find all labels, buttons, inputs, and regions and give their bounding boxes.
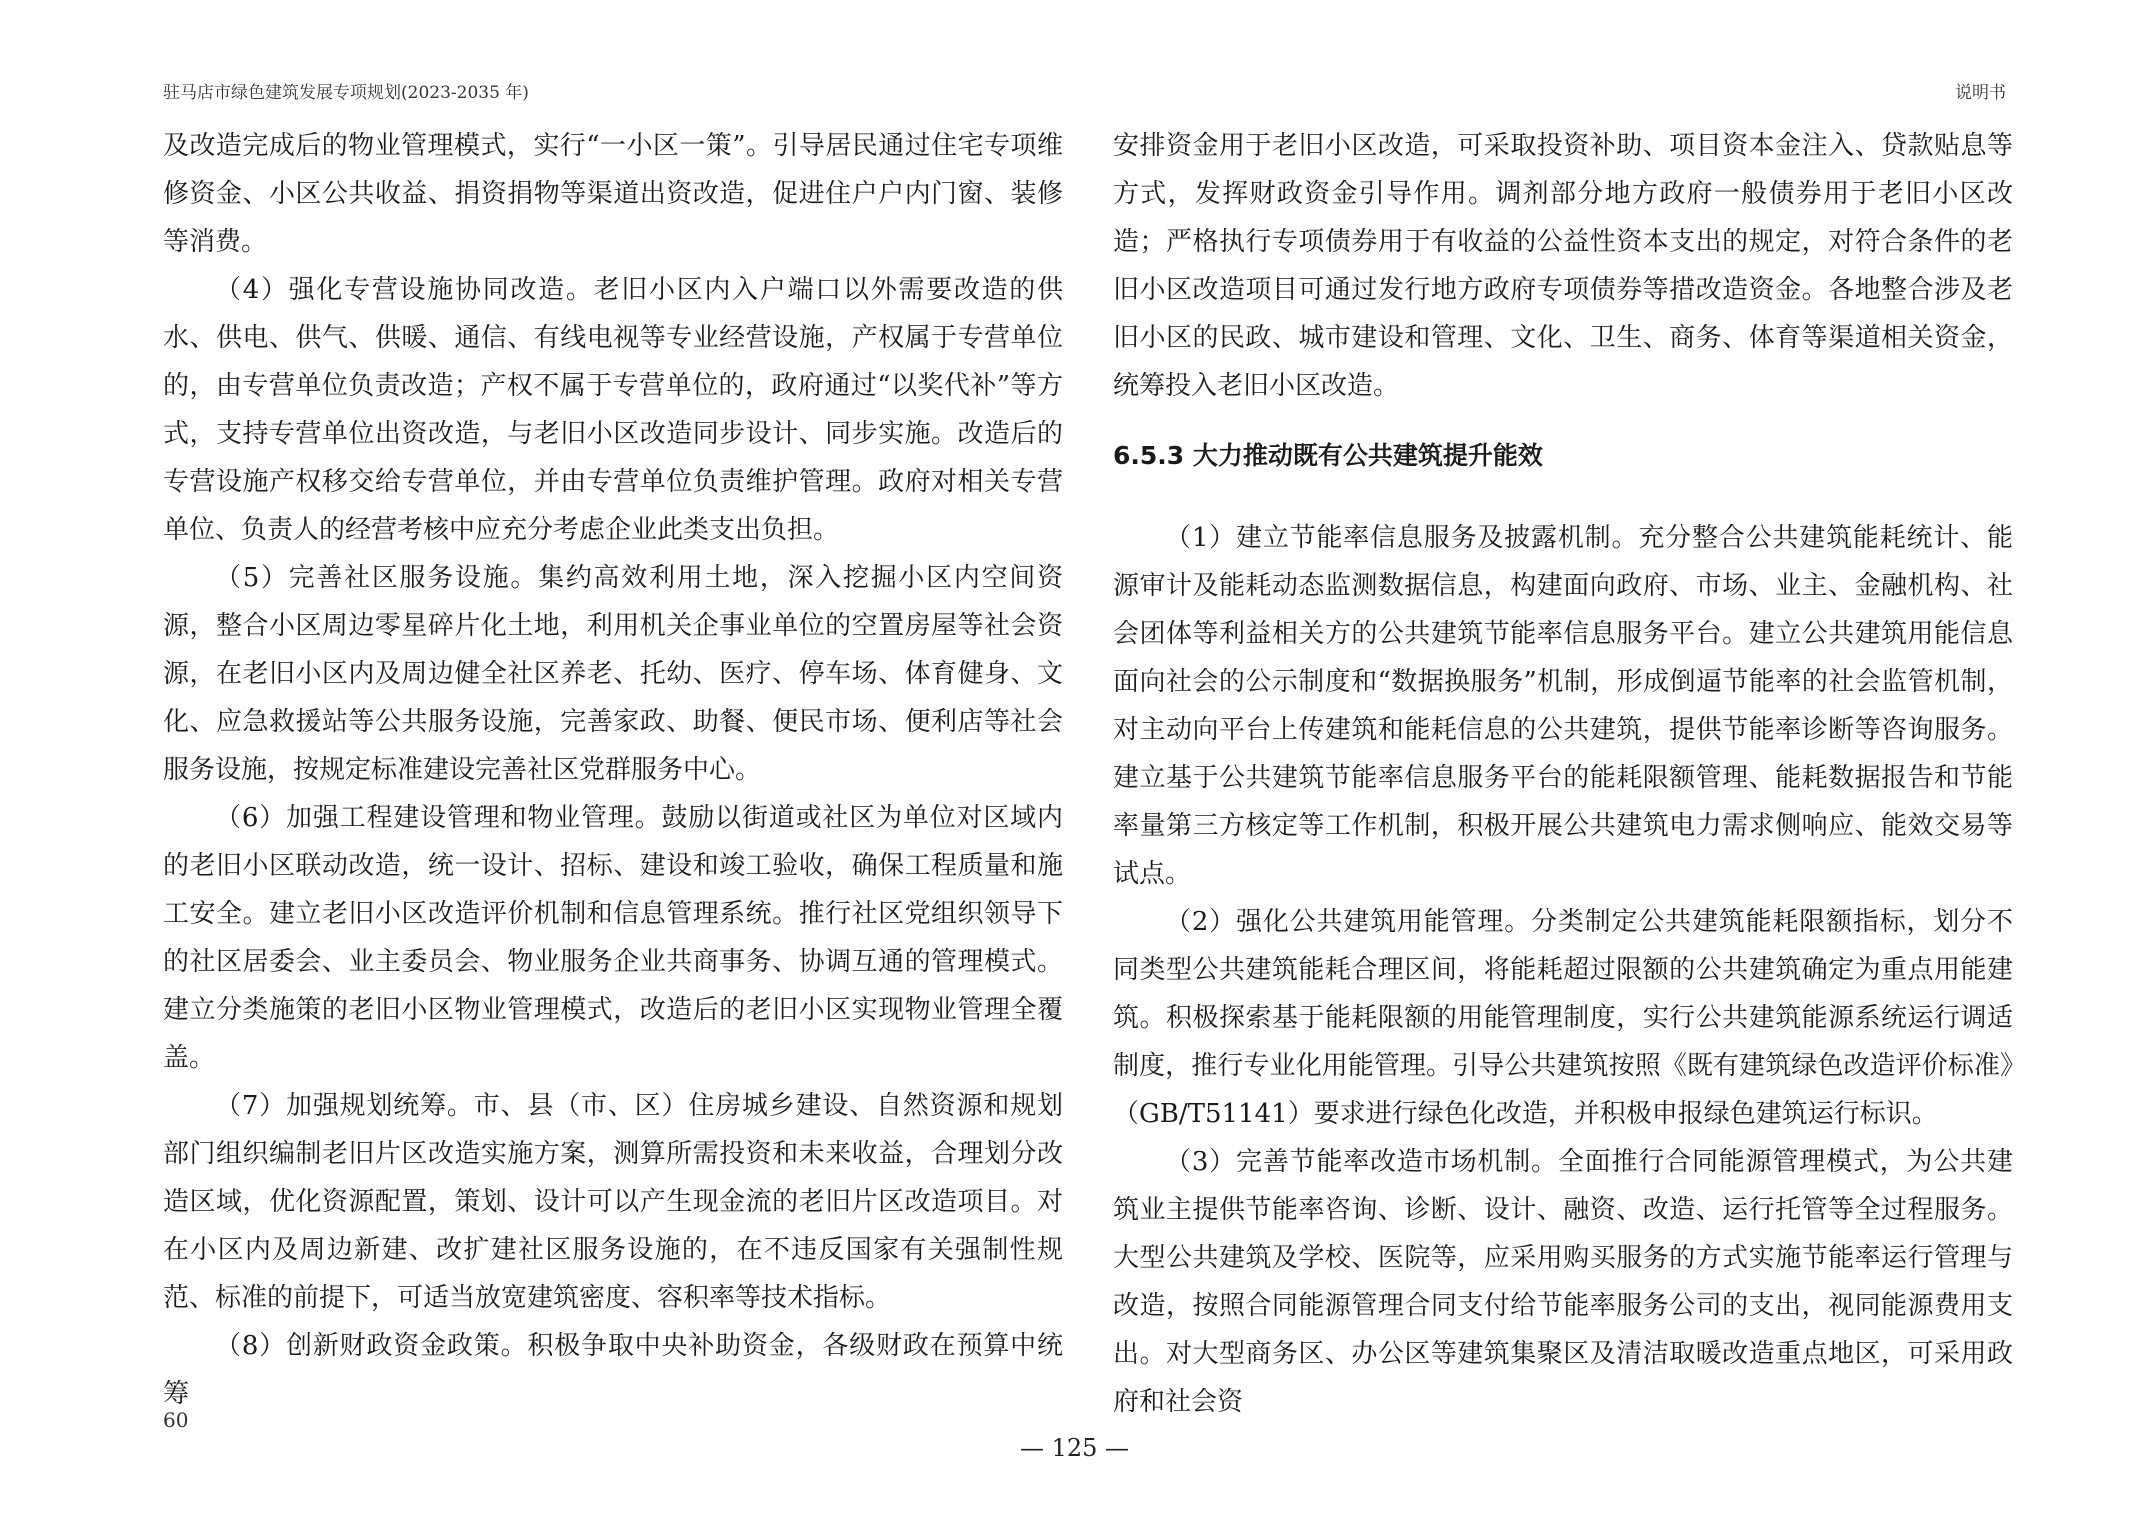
document-type-header: 说明书 bbox=[1955, 83, 2006, 103]
right-text-column bbox=[1113, 122, 2013, 1426]
left-text-column bbox=[163, 122, 1063, 1418]
document-title-header: 驻马店市绿色建筑发展专项规划(2023-2035 年) bbox=[163, 83, 529, 103]
page-number: — 125 — bbox=[1019, 1434, 1130, 1462]
paragraph: （2）强化公共建筑用能管理。分类制定公共建筑能耗限额指标，划分不同类型公共建筑能耗合理区间，将能耗超过限额的公共建筑确定为重点用能建筑。积极探索基于能耗限额的用能管理制度，实行公共建筑能源系统运行调适制度，推行专业化用能管理。引导公共建筑按照《既有建筑绿色改造评价标准》（GB/T51141）要求进行绿色化改造，并积极申报绿色建筑运行标识。 bbox=[1113, 907, 2013, 1129]
paragraph: （8）创新财政资金政策。积极争取中央补助资金，各级财政在预算中统筹 bbox=[163, 1331, 1063, 1409]
source-page-number: 60 bbox=[163, 1408, 189, 1432]
paragraph: 安排资金用于老旧小区改造，可采取投资补助、项目资本金注入、贷款贴息等方式，发挥财政资金引导作用。调剂部分地方政府一般债券用于老旧小区改造；严格执行专项债券用于有收益的公益性资本支出的规定，对符合条件的老旧小区改造项目可通过发行地方政府专项债券等措改造资金。各地整合涉及老旧小区的民政、城市建设和管理、文化、卫生、商务、体育等渠道相关资金，统筹投入老旧小区改造。 bbox=[1113, 131, 2013, 401]
paragraph: 及改造完成后的物业管理模式，实行“一小区一策”。引导居民通过住宅专项维修资金、小区公共收益、捐资捐物等渠道出资改造，促进住户户内门窗、装修等消费。 bbox=[163, 131, 1063, 257]
paragraph: （6）加强工程建设管理和物业管理。鼓励以街道或社区为单位对区域内的老旧小区联动改造，统一设计、招标、建设和竣工验收，确保工程质量和施工安全。建立老旧小区改造评价机制和信息管理系统。推行社区党组织领导下的社区居委会、业主委员会、物业服务企业共商事务、协调互通的管理模式。建立分类施策的老旧小区物业管理模式，改造后的老旧小区实现物业管理全覆盖。 bbox=[163, 803, 1063, 1073]
paragraph: （4）强化专营设施协同改造。老旧小区内入户端口以外需要改造的供水、供电、供气、供暖、通信、有线电视等专业经营设施，产权属于专营单位的，由专营单位负责改造；产权不属于专营单位的，政府通过“以奖代补”等方式，支持专营单位出资改造，与老旧小区改造同步设计、同步实施。改造后的专营设施产权移交给专营单位，并由专营单位负责维护管理。政府对相关专营单位、负责人的经营考核中应充分考虑企业此类支出负担。 bbox=[163, 275, 1063, 545]
paragraph: （1）建立节能率信息服务及披露机制。充分整合公共建筑能耗统计、能源审计及能耗动态监测数据信息，构建面向政府、市场、业主、金融机构、社会团体等利益相关方的公共建筑节能率信息服务平台。建立公共建筑用能信息面向社会的公示制度和“数据换服务”机制，形成倒逼节能率的社会监管机制，对主动向平台上传建筑和能耗信息的公共建筑，提供节能率诊断等咨询服务。建立基于公共建筑节能率信息服务平台的能耗限额管理、能耗数据报告和节能率量第三方核定等工作机制，积极开展公共建筑电力需求侧响应、能效交易等试点。 bbox=[1113, 523, 2013, 889]
paragraph: （3）完善节能率改造市场机制。全面推行合同能源管理模式，为公共建筑业主提供节能率咨询、诊断、设计、融资、改造、运行托管等全过程服务。大型公共建筑及学校、医院等，应采用购买服务的方式实施节能率运行管理与改造，按照合同能源管理合同支付给节能率服务公司的支出，视同能源费用支出。对大型商务区、办公区等建筑集聚区及清洁取暖改造重点地区，可采用政府和社会资 bbox=[1113, 1147, 2013, 1417]
section-heading: 6.5.3 大力推动既有公共建筑提升能效 bbox=[1113, 441, 1543, 470]
paragraph: （5）完善社区服务设施。集约高效利用土地，深入挖掘小区内空间资源，整合小区周边零星碎片化土地，利用机关企事业单位的空置房屋等社会资源，在老旧小区内及周边健全社区养老、托幼、医疗、停车场、体育健身、文化、应急救援站等公共服务设施，完善家政、助餐、便民市场、便利店等社会服务设施，按规定标准建设完善社区党群服务中心。 bbox=[163, 563, 1063, 785]
paragraph: （7）加强规划统筹。市、县（市、区）住房城乡建设、自然资源和规划部门组织编制老旧片区改造实施方案，测算所需投资和未来收益，合理划分改造区域，优化资源配置，策划、设计可以产生现金流的老旧片区改造项目。对在小区内及周边新建、改扩建社区服务设施的，在不违反国家有关强制性规范、标准的前提下，可适当放宽建筑密度、容积率等技术指标。 bbox=[163, 1091, 1063, 1313]
